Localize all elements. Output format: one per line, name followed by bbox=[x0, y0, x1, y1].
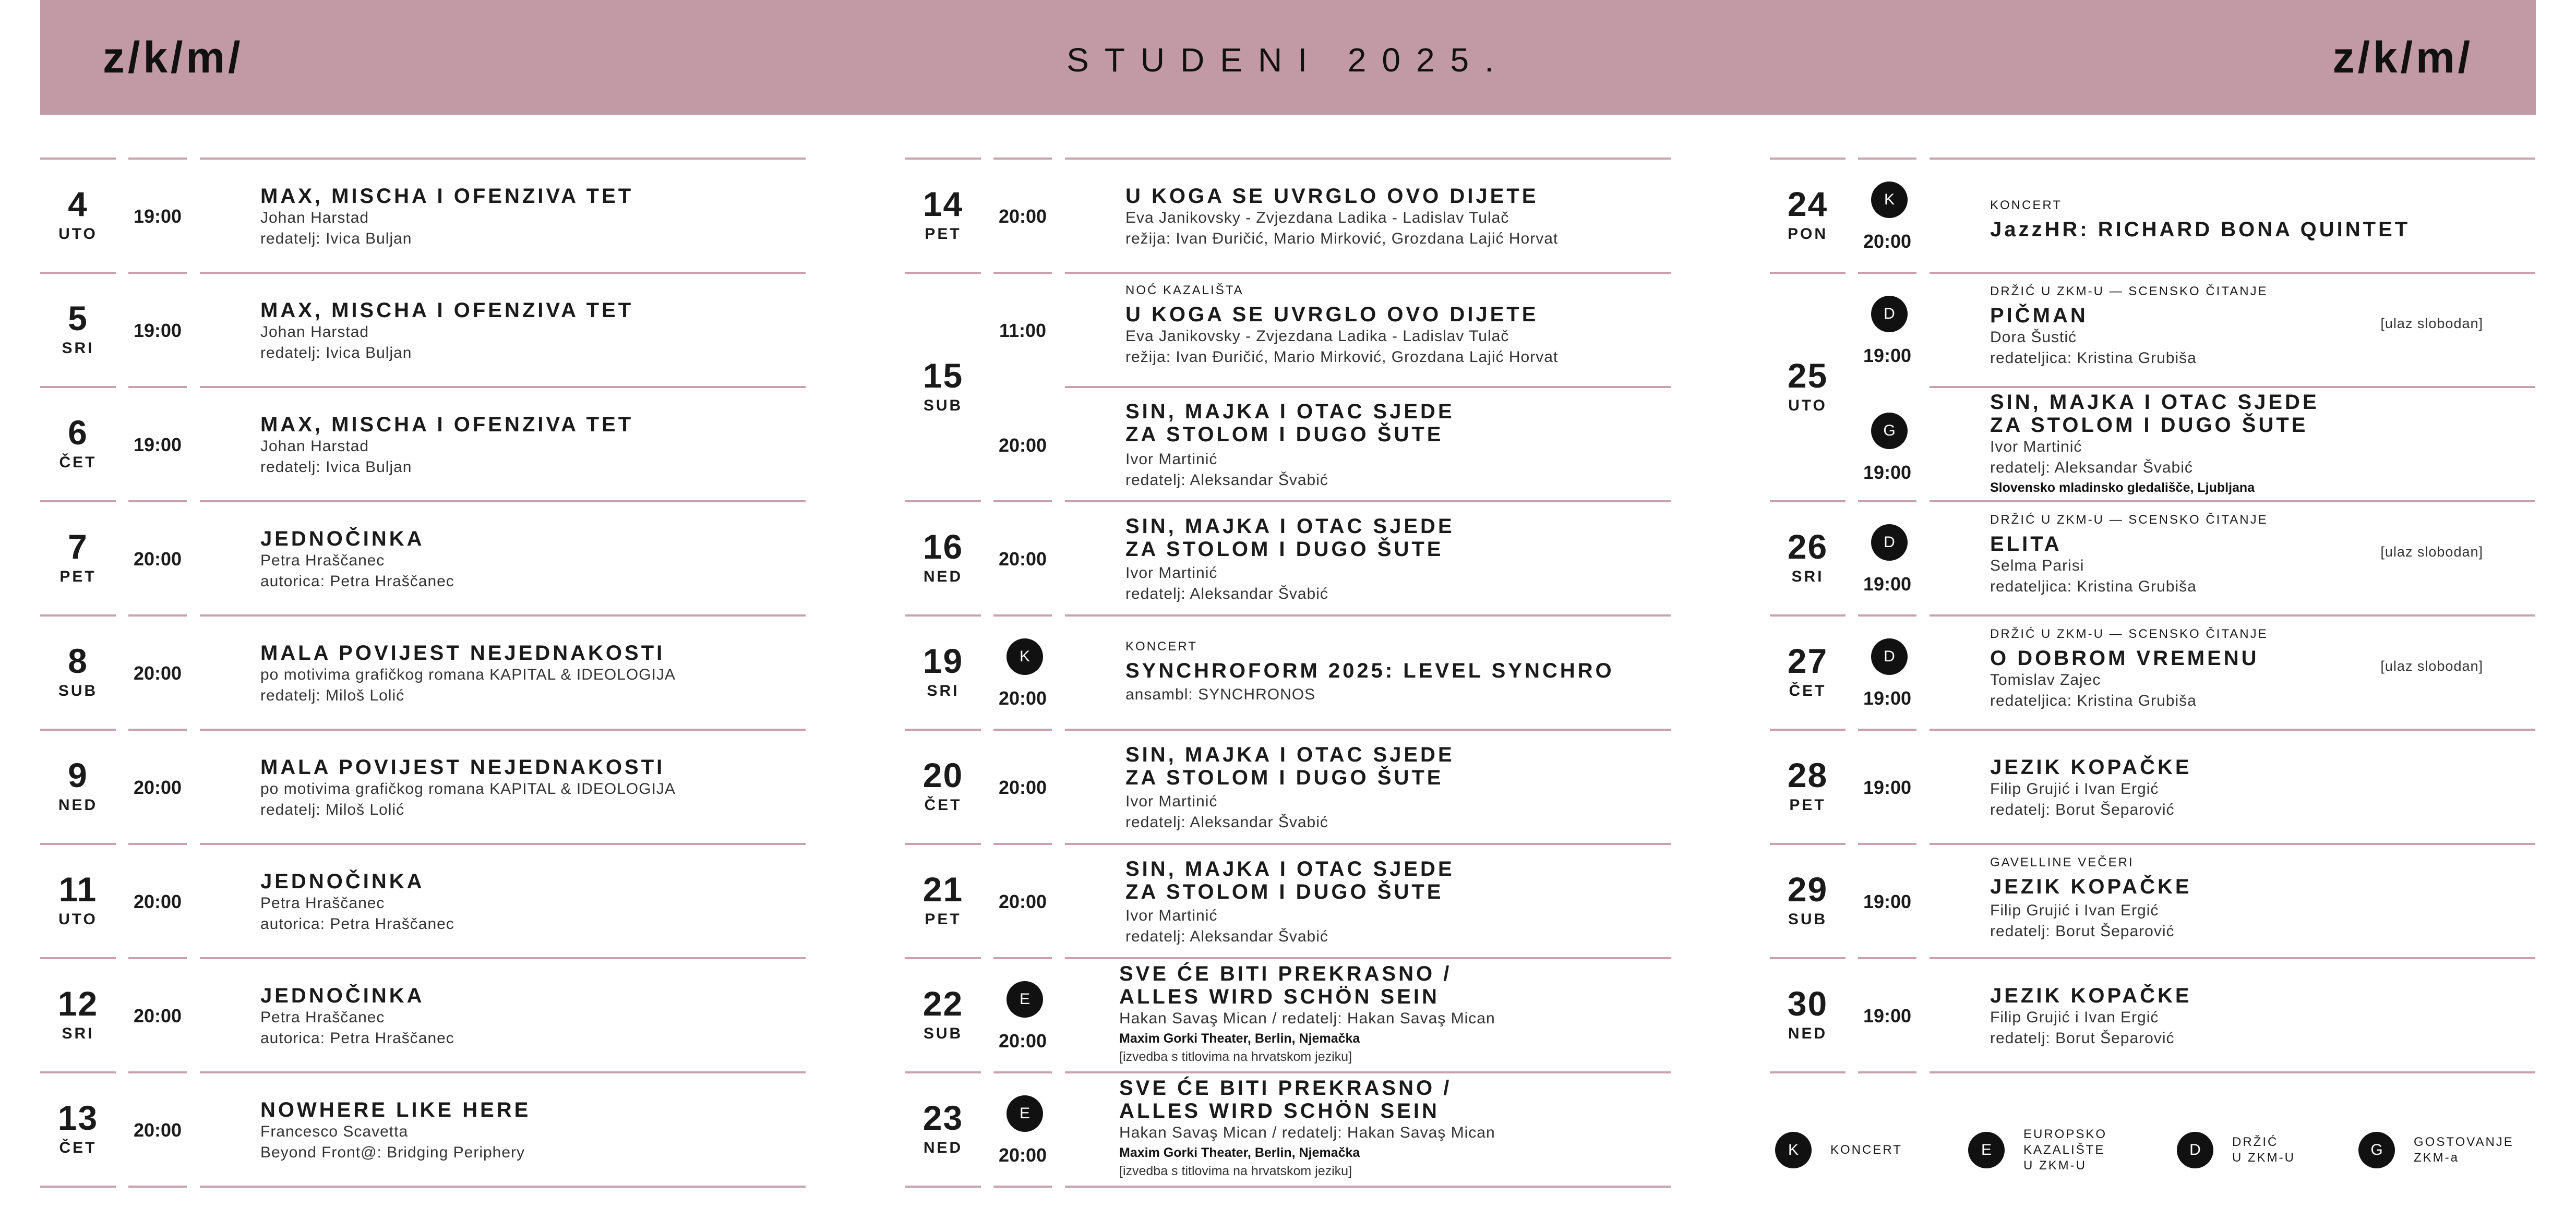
event-title: U KOGA SE UVRGLO OVO DIJETE bbox=[1125, 303, 1539, 326]
event-date: 24 PON bbox=[1787, 185, 1828, 243]
event-time: 20:00 bbox=[998, 687, 1047, 709]
event-title: JEDNOČINKA bbox=[260, 984, 425, 1007]
drzic-badge-icon: D bbox=[1871, 524, 1908, 561]
event-date: 28 PET bbox=[1787, 756, 1828, 814]
event-info: SIN, MAJKA I OTAC SJEDE ZA STOLOM I DUGO ŠUTE Ivor Martinić redatelj: Aleksandar Švabić bbox=[1125, 400, 1668, 491]
event-title: U KOGA SE UVRGLO OVO DIJETE bbox=[1125, 185, 1539, 208]
event-date: 19 SRI bbox=[922, 642, 964, 699]
event-time: 20:00 bbox=[998, 1144, 1047, 1166]
event-time: 19:00 bbox=[133, 206, 182, 227]
event-row[interactable] bbox=[1770, 729, 2535, 843]
drzic-badge-icon: D bbox=[1871, 296, 1908, 332]
event-time: 19:00 bbox=[1863, 891, 1912, 912]
event-info: MALA POVIJEST NEJEDNAKOSTI po motivima grafičkog romana KAPITAL & IDEOLOGIJA redatelj: Miloš Lolić bbox=[260, 642, 803, 706]
event-info: U KOGA SE UVRGLO OVO DIJETE Eva Janikovsky - Zvjezdana Ladika - Ladislav Tulač režija: Ivan Đuričić, Mario Mirković, Grozdana Lajić Horvat bbox=[1125, 185, 1668, 249]
event-time: 19:00 bbox=[1863, 345, 1912, 366]
event-row[interactable] bbox=[905, 272, 1671, 500]
event-info: NOĆ KAZALIŠTA U KOGA SE UVRGLO OVO DIJETE Eva Janikovsky - Zvjezdana Ladika - Ladislav Tulač režija: Ivan Đuričić, Mario Mirković, Grozdana Lajić Horvat bbox=[1125, 283, 1668, 368]
event-date: 23 NED bbox=[922, 1098, 964, 1156]
column-3 bbox=[1770, 158, 2535, 1071]
event-date: 12 SRI bbox=[57, 984, 99, 1042]
event-info: JEZIK KOPAČKE Filip Grujić i Ivan Ergić redatelj: Borut Šeparović bbox=[1990, 984, 2533, 1049]
event-row[interactable] bbox=[40, 843, 806, 957]
event-date: 25 UTO bbox=[1787, 356, 1828, 414]
event-time: 20:00 bbox=[133, 1005, 182, 1026]
event-info: MAX, MISCHA I OFENZIVA TET Johan Harstad redatelj: Ivica Buljan bbox=[260, 413, 803, 478]
event-title: O DOBROM VREMENU bbox=[1990, 647, 2259, 670]
event-row[interactable] bbox=[1770, 272, 2535, 500]
event-row[interactable] bbox=[905, 1071, 1671, 1186]
legend-item-gostovanje: G GOSTOVANJE ZKM-a bbox=[2358, 1132, 2514, 1168]
event-info: SVE ĆE BITI PREKRASNO / ALLES WIRD SCHÖN SEIN Hakan Savaş Mican / redatelj: Hakan Savaş Mican Maxim Gorki Theater, Berlin, Njemačka [izvedba s titlovima na hrvatskom jeziku] bbox=[1119, 1077, 1662, 1180]
event-title: MALA POVIJEST NEJEDNAKOSTI bbox=[260, 642, 665, 665]
event-title: PIČMAN bbox=[1990, 304, 2088, 327]
event-time: 19:00 bbox=[1863, 687, 1912, 709]
event-info: SVE ĆE BITI PREKRASNO / ALLES WIRD SCHÖN SEIN Hakan Savaş Mican / redatelj: Hakan Savaş Mican Maxim Gorki Theater, Berlin, Njemačka [izvedba s titlovima na hrvatskom jeziku] bbox=[1119, 962, 1662, 1066]
event-tag: KONCERT bbox=[1125, 639, 1197, 654]
gostovanje-badge-icon: G bbox=[1871, 413, 1908, 449]
event-date: 11 UTO bbox=[58, 870, 98, 928]
event-date: 20 ČET bbox=[922, 756, 964, 814]
event-date: 26 SRI bbox=[1787, 527, 1828, 585]
event-row[interactable] bbox=[1770, 500, 2535, 614]
event-tag: DRŽIĆ U ZKM-U — SCENSKO ČITANJE bbox=[1990, 513, 2268, 527]
event-time: 20:00 bbox=[133, 548, 182, 570]
event-time: 20:00 bbox=[1863, 231, 1912, 252]
event-row[interactable] bbox=[40, 272, 806, 386]
legend bbox=[1770, 1127, 2535, 1179]
event-time: 20:00 bbox=[998, 434, 1047, 456]
event-date: 13 ČET bbox=[57, 1098, 99, 1156]
event-title: ELITA bbox=[1990, 533, 2062, 555]
event-title: SIN, MAJKA I OTAC SJEDE bbox=[1125, 743, 1455, 766]
event-info: NOWHERE LIKE HERE Francesco Scavetta Beyond Front@: Bridging Periphery bbox=[260, 1098, 803, 1163]
event-tag: GAVELLINE VEČERI bbox=[1990, 855, 2134, 869]
event-info: JEDNOČINKA Petra Hraščanec autorica: Petra Hraščanec bbox=[260, 870, 803, 935]
column-2 bbox=[905, 158, 1671, 1186]
logo-left: z/k/m/ bbox=[103, 33, 244, 82]
event-row[interactable] bbox=[905, 843, 1671, 957]
event-time: 20:00 bbox=[998, 777, 1047, 798]
event-time: 20:00 bbox=[133, 1119, 182, 1141]
drzic-badge-icon: D bbox=[2177, 1132, 2213, 1168]
event-row[interactable] bbox=[905, 158, 1671, 272]
event-row[interactable] bbox=[40, 729, 806, 843]
event-date: 29 SUB bbox=[1787, 870, 1828, 928]
event-info: DRŽIĆ U ZKM-U — SCENSKO ČITANJE ELITA Selma Parisi redateljica: Kristina Grubiša bbox=[1990, 513, 2533, 597]
legend-item-drzic: D DRŽIĆ U ZKM-U bbox=[2177, 1132, 2295, 1168]
event-title: JEDNOČINKA bbox=[260, 527, 425, 550]
event-time: 19:00 bbox=[133, 320, 182, 341]
event-info: KONCERT SYNCHROFORM 2025: LEVEL SYNCHRO ansambl: SYNCHRONOS bbox=[1125, 639, 1668, 705]
event-time: 20:00 bbox=[998, 548, 1047, 570]
event-time: 19:00 bbox=[1863, 777, 1912, 798]
event-row[interactable] bbox=[40, 957, 806, 1071]
event-row[interactable] bbox=[1770, 158, 2535, 272]
event-date: 15 SUB bbox=[922, 356, 964, 414]
event-time: 20:00 bbox=[133, 662, 182, 684]
event-info: SIN, MAJKA I OTAC SJEDE ZA STOLOM I DUGO ŠUTE Ivor Martinić redatelj: Aleksandar Švabić bbox=[1125, 857, 1668, 947]
gostovanje-badge-icon: G bbox=[2358, 1132, 2395, 1168]
event-row[interactable] bbox=[905, 500, 1671, 614]
event-time: 11:00 bbox=[999, 320, 1047, 341]
event-title: SIN, MAJKA I OTAC SJEDE bbox=[1125, 857, 1455, 880]
event-info: MAX, MISCHA I OFENZIVA TET Johan Harstad redatelj: Ivica Buljan bbox=[260, 299, 803, 364]
free-entry-label: [ulaz slobodan] bbox=[2380, 316, 2483, 331]
event-info: GAVELLINE VEČERI JEZIK KOPAČKE Filip Grujić i Ivan Ergić redatelj: Borut Šeparović bbox=[1990, 855, 2533, 942]
event-info: JEDNOČINKA Petra Hraščanec autorica: Petra Hraščanec bbox=[260, 984, 803, 1049]
event-row[interactable] bbox=[905, 957, 1671, 1071]
event-time: 19:00 bbox=[133, 434, 182, 455]
event-row[interactable] bbox=[905, 729, 1671, 843]
event-row[interactable] bbox=[40, 386, 806, 500]
legend-item-europsko-kazaliste: E EUROPSKO KAZALIŠTE U ZKM-U bbox=[1968, 1127, 2107, 1174]
event-date: 22 SUB bbox=[922, 984, 964, 1042]
event-row[interactable] bbox=[40, 500, 806, 614]
event-time: 20:00 bbox=[133, 891, 182, 912]
event-date: 5 SRI bbox=[62, 299, 94, 357]
event-date: 27 ČET bbox=[1787, 642, 1828, 699]
free-entry-label: [ulaz slobodan] bbox=[2380, 658, 2483, 674]
event-time: 20:00 bbox=[998, 206, 1047, 227]
event-time: 19:00 bbox=[1863, 462, 1912, 483]
event-date: 4 UTO bbox=[58, 185, 98, 243]
event-tag: NOĆ KAZALIŠTA bbox=[1125, 283, 1244, 297]
event-time: 20:00 bbox=[133, 777, 182, 798]
event-title: SIN, MAJKA I OTAC SJEDE bbox=[1125, 400, 1455, 423]
event-title: SVE ĆE BITI PREKRASNO / bbox=[1119, 962, 1452, 985]
event-info: JEDNOČINKA Petra Hraščanec autorica: Petra Hraščanec bbox=[260, 527, 803, 592]
event-tag: KONCERT bbox=[1990, 198, 2062, 212]
event-date: 7 PET bbox=[59, 527, 97, 585]
event-info: DRŽIĆ U ZKM-U — SCENSKO ČITANJE O DOBROM VREMENU Tomislav Zajec redateljica: Kristina Grubiša bbox=[1990, 627, 2533, 711]
europsko-kazaliste-badge-icon: E bbox=[1007, 981, 1043, 1018]
column-1 bbox=[40, 158, 806, 1186]
event-info: DRŽIĆ U ZKM-U — SCENSKO ČITANJE PIČMAN Dora Šustić redateljica: Kristina Grubiša bbox=[1990, 284, 2533, 369]
drzic-badge-icon: D bbox=[1871, 638, 1908, 675]
event-info: JEZIK KOPAČKE Filip Grujić i Ivan Ergić redatelj: Borut Šeparović bbox=[1990, 756, 2533, 820]
free-entry-label: [ulaz slobodan] bbox=[2380, 544, 2483, 560]
event-info: MAX, MISCHA I OFENZIVA TET Johan Harstad redatelj: Ivica Buljan bbox=[260, 185, 803, 249]
event-info bbox=[1990, 198, 2533, 241]
event-row[interactable] bbox=[1770, 957, 2535, 1071]
event-title: MAX, MISCHA I OFENZIVA TET bbox=[260, 413, 634, 436]
event-tag: DRŽIĆ U ZKM-U — SCENSKO ČITANJE bbox=[1990, 627, 2268, 641]
europsko-kazaliste-badge-icon: E bbox=[1968, 1132, 2005, 1168]
event-date: 30 NED bbox=[1787, 984, 1828, 1042]
event-tag: DRŽIĆ U ZKM-U — SCENSKO ČITANJE bbox=[1990, 284, 2268, 298]
event-row[interactable] bbox=[40, 158, 806, 272]
event-title: SIN, MAJKA I OTAC SJEDE bbox=[1125, 515, 1455, 538]
event-info: SIN, MAJKA I OTAC SJEDE ZA STOLOM I DUGO ŠUTE Ivor Martinić redatelj: Aleksandar Švabić Slovensko mladinsko gledališče, Ljubljana bbox=[1990, 391, 2533, 497]
event-title: JEZIK KOPAČKE bbox=[1990, 875, 2192, 898]
event-title: SIN, MAJKA I OTAC SJEDE bbox=[1990, 391, 2319, 414]
event-title: JazzHR: RICHARD BONA QUINTET bbox=[1990, 218, 2411, 241]
event-title: SVE ĆE BITI PREKRASNO / bbox=[1119, 1077, 1452, 1100]
event-title: MAX, MISCHA I OFENZIVA TET bbox=[260, 299, 634, 322]
europsko-kazaliste-badge-icon: E bbox=[1007, 1095, 1043, 1132]
event-date: 16 NED bbox=[922, 527, 964, 585]
event-info: SIN, MAJKA I OTAC SJEDE ZA STOLOM I DUGO ŠUTE Ivor Martinić redatelj: Aleksandar Švabić bbox=[1125, 515, 1668, 605]
event-title: NOWHERE LIKE HERE bbox=[260, 1098, 531, 1121]
event-date: 6 ČET bbox=[59, 413, 97, 471]
event-time: 19:00 bbox=[1863, 573, 1912, 595]
event-title: JEDNOČINKA bbox=[260, 870, 425, 893]
event-date: 8 SUB bbox=[58, 642, 98, 699]
event-info: MALA POVIJEST NEJEDNAKOSTI po motivima grafičkog romana KAPITAL & IDEOLOGIJA redatelj: Miloš Lolić bbox=[260, 756, 803, 820]
event-info: SIN, MAJKA I OTAC SJEDE ZA STOLOM I DUGO ŠUTE Ivor Martinić redatelj: Aleksandar Švabić bbox=[1125, 743, 1668, 833]
event-date: 9 NED bbox=[58, 756, 98, 814]
event-row[interactable] bbox=[1770, 843, 2535, 957]
legend-item-koncert: K KONCERT bbox=[1775, 1132, 1902, 1168]
event-row[interactable] bbox=[1770, 614, 2535, 729]
event-time: 20:00 bbox=[998, 891, 1047, 912]
event-title: SYNCHROFORM 2025: LEVEL SYNCHRO bbox=[1125, 659, 1614, 682]
event-title: JEZIK KOPAČKE bbox=[1990, 984, 2192, 1007]
event-row[interactable] bbox=[40, 1071, 806, 1186]
event-time: 19:00 bbox=[1863, 1005, 1912, 1026]
event-date: 14 PET bbox=[922, 185, 964, 243]
event-date: 21 PET bbox=[922, 870, 964, 928]
event-time: 20:00 bbox=[998, 1030, 1047, 1052]
header-banner bbox=[40, 0, 2536, 115]
event-title: JEZIK KOPAČKE bbox=[1990, 756, 2192, 779]
event-row[interactable] bbox=[905, 614, 1671, 729]
koncert-badge-icon: K bbox=[1871, 182, 1908, 218]
event-row[interactable] bbox=[40, 614, 806, 729]
page-title: STUDENI 2025. bbox=[1067, 41, 1509, 79]
koncert-badge-icon: K bbox=[1775, 1132, 1812, 1168]
koncert-badge-icon: K bbox=[1007, 638, 1043, 675]
event-title: MALA POVIJEST NEJEDNAKOSTI bbox=[260, 756, 665, 779]
event-title: MAX, MISCHA I OFENZIVA TET bbox=[260, 185, 634, 208]
logo-right: z/k/m/ bbox=[2332, 33, 2473, 82]
